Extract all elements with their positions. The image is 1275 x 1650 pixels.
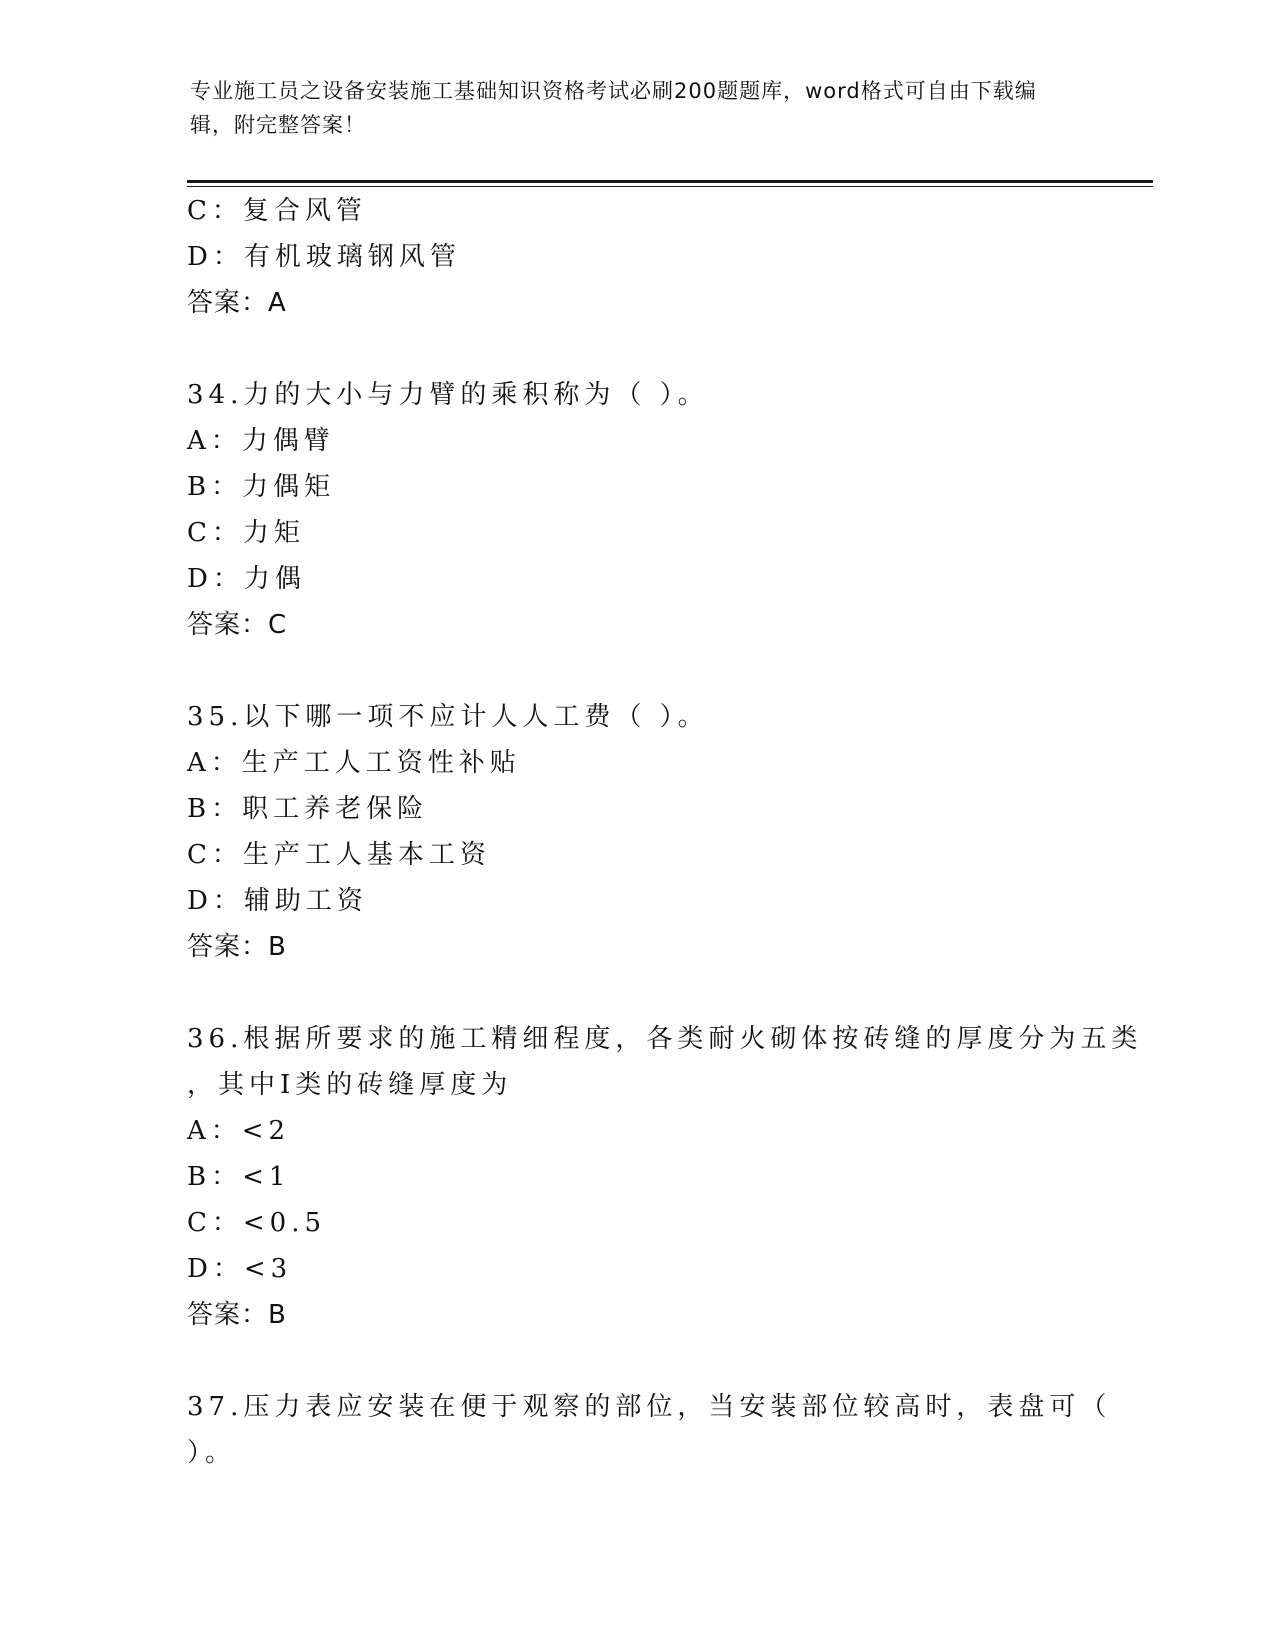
option-c: C：生产工人基本工资 <box>187 840 491 870</box>
header-rule-thin <box>187 186 1153 187</box>
option-d: D：辅助工资 <box>187 886 368 916</box>
answer-line: 答案：B <box>187 932 287 962</box>
option-b: B：力偶矩 <box>187 472 336 502</box>
option-a: A：生产工人工资性补贴 <box>187 748 521 778</box>
question-list <box>187 188 1143 1476</box>
question-34 <box>187 372 1087 648</box>
question-stem: 35.以下哪一项不应计人人工费（ ）。 <box>187 702 709 732</box>
question-35 <box>187 694 1087 970</box>
option-b: B：<1 <box>187 1162 291 1192</box>
option-d: D：有机玻璃钢风管 <box>187 242 461 272</box>
option-c: C：复合风管 <box>187 196 367 226</box>
option-c: C：力矩 <box>187 518 305 548</box>
option-d: D：<3 <box>187 1254 293 1284</box>
question-stem-line-1: 36.根据所要求的施工精细程度，各类耐火砌体按砖缝的厚度分为五类 <box>187 1024 1143 1054</box>
option-d: D：力偶 <box>187 564 306 594</box>
answer-line: 答案：A <box>187 288 287 318</box>
question-37 <box>187 1384 1112 1476</box>
question-36 <box>187 1016 1143 1338</box>
option-b: B：职工养老保险 <box>187 794 429 824</box>
question-stem-line-2: ，其中Ⅰ类的砖缝厚度为 <box>187 1070 513 1100</box>
header-rule-thick <box>187 180 1153 183</box>
question-stem: 34.力的大小与力臂的乘积称为（ ）。 <box>187 380 709 410</box>
option-a: A：力偶臂 <box>187 426 335 456</box>
answer-line: 答案：C <box>187 610 288 640</box>
question-stem-line-2: ）。 <box>187 1438 237 1468</box>
continued-question <box>187 188 1087 326</box>
option-c: C：<0.5 <box>187 1208 327 1238</box>
answer-line: 答案：B <box>187 1300 287 1330</box>
option-a: A：<2 <box>187 1116 291 1146</box>
document-header: 专业施工员之设备安装施工基础知识资格考试必刷200题题库，word格式可自由下载编辑，附完整答案！ <box>190 79 1037 137</box>
question-stem-line-1: 37.压力表应安装在便于观察的部位，当安装部位较高时，表盘可（ <box>187 1392 1112 1422</box>
